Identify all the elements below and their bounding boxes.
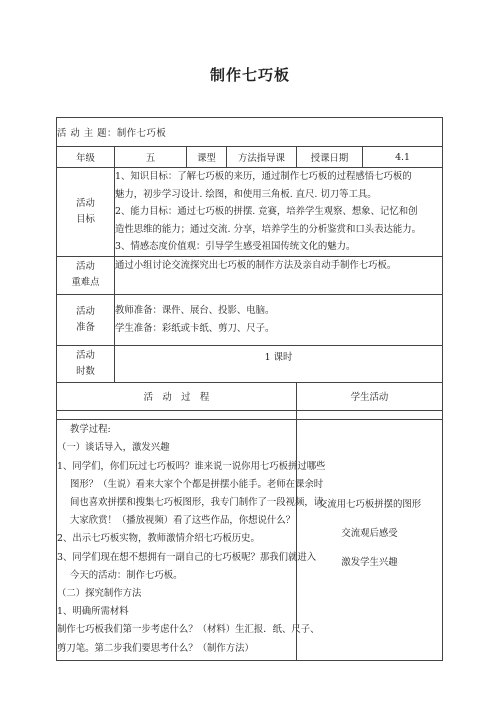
preparation-label: 活动 准备 (57, 294, 115, 345)
duration-value: 1 课时 (115, 345, 443, 382)
lesson-type-value: 方法指导课 (227, 147, 297, 168)
lesson-plan-table (56, 117, 443, 661)
process-line: 1、明确所需材料 (57, 606, 129, 618)
process-line: 2、出示七巧板实物，教师激情介绍七巧板历史。 (57, 533, 260, 545)
process-line: 剪刀笔。第二步我们要思考什么？（制作方法） (57, 642, 254, 654)
goals-label: 活动 目标 (57, 168, 115, 257)
process-line: （一）谈话导入，激发兴趣 (57, 442, 170, 454)
process-header-row (57, 382, 443, 410)
process-line: （二）探究制作方法 (57, 588, 142, 599)
date-label: 授课日期 (297, 147, 363, 168)
student-activity-item: 激发学生兴趣 (341, 557, 398, 568)
duration-row (57, 345, 443, 382)
process-body-row (57, 419, 443, 660)
preparation-row (57, 294, 443, 345)
process-line: 图形？（生说）看来大家个个都是拼摆小能手。老师在课余时 (70, 478, 324, 490)
goals-row (57, 168, 443, 257)
goals-text: 1、知识目标：了解七巧板的来历，通过制作七巧板的过程感悟七巧板的 魅力，初步学习设计. 绘图，和使用三角板. 直尺. 切刀等工具。 2、能力目标：通过七巧板的拼摆. 竞赛，培养学生观察、想象、记忆和创 造性思维的能力；通过交流. 分享，培养学生的分析鉴赏和口头表达能力。 3、情感态度价值观：引导学生感受祖国传统文化的魅力。 (115, 168, 443, 257)
preparation-text: 教师准备：课件、展台、投影、电脑。 学生准备：彩纸或卡纸、剪刀、尺子。 (115, 294, 443, 345)
process-header: 活 动 过 程 (57, 382, 297, 410)
topic-cell: 活 动 主 题：制作七巧板 (57, 118, 443, 147)
page-title: 制作七巧板 (209, 66, 290, 84)
spacer-row (57, 410, 443, 419)
process-line: 间也喜欢拼摆和搜集七巧板图形，我专门制作了一段视频，请 (70, 496, 324, 508)
key-points-row (57, 256, 443, 294)
key-points-text: 通过小组讨论交流探究出七巧板的制作方法及亲自动手制作七巧板。 (115, 256, 443, 294)
key-points-label: 活动 重难点 (57, 256, 115, 294)
process-line: 1、同学们，你们玩过七巧板吗？谁来说一说你用七巧板拼过哪些 (57, 460, 326, 472)
process-line: 3、同学们现在想不想拥有一副自己的七巧板呢？那我们就进入 (57, 551, 317, 563)
process-text (57, 419, 326, 660)
process-line: 今天的活动：制作七巧板。 (70, 569, 183, 581)
lesson-type-label: 课型 (187, 147, 227, 168)
process-line: 教学过程: (70, 424, 111, 436)
duration-label: 活动 时数 (57, 345, 115, 382)
process-line: 大家欣赏！（播放视频）看了这些作品，你想说什么？ (70, 515, 296, 527)
date-value: 4.1 (363, 147, 443, 168)
student-activity-header: 学生活动 (297, 382, 443, 410)
info-row (57, 147, 443, 168)
student-activity-item: 交流观后感受 (341, 528, 398, 539)
grade-label: 年级 (57, 147, 115, 168)
topic-row (57, 118, 443, 147)
grade-value: 五 (115, 147, 187, 168)
process-line: 制作七巧板我们第一步考虑什么？（材料）生汇报．纸、尺子、 (57, 624, 320, 636)
student-activity-item: 交流用七巧板拼摆的图形 (317, 499, 422, 510)
